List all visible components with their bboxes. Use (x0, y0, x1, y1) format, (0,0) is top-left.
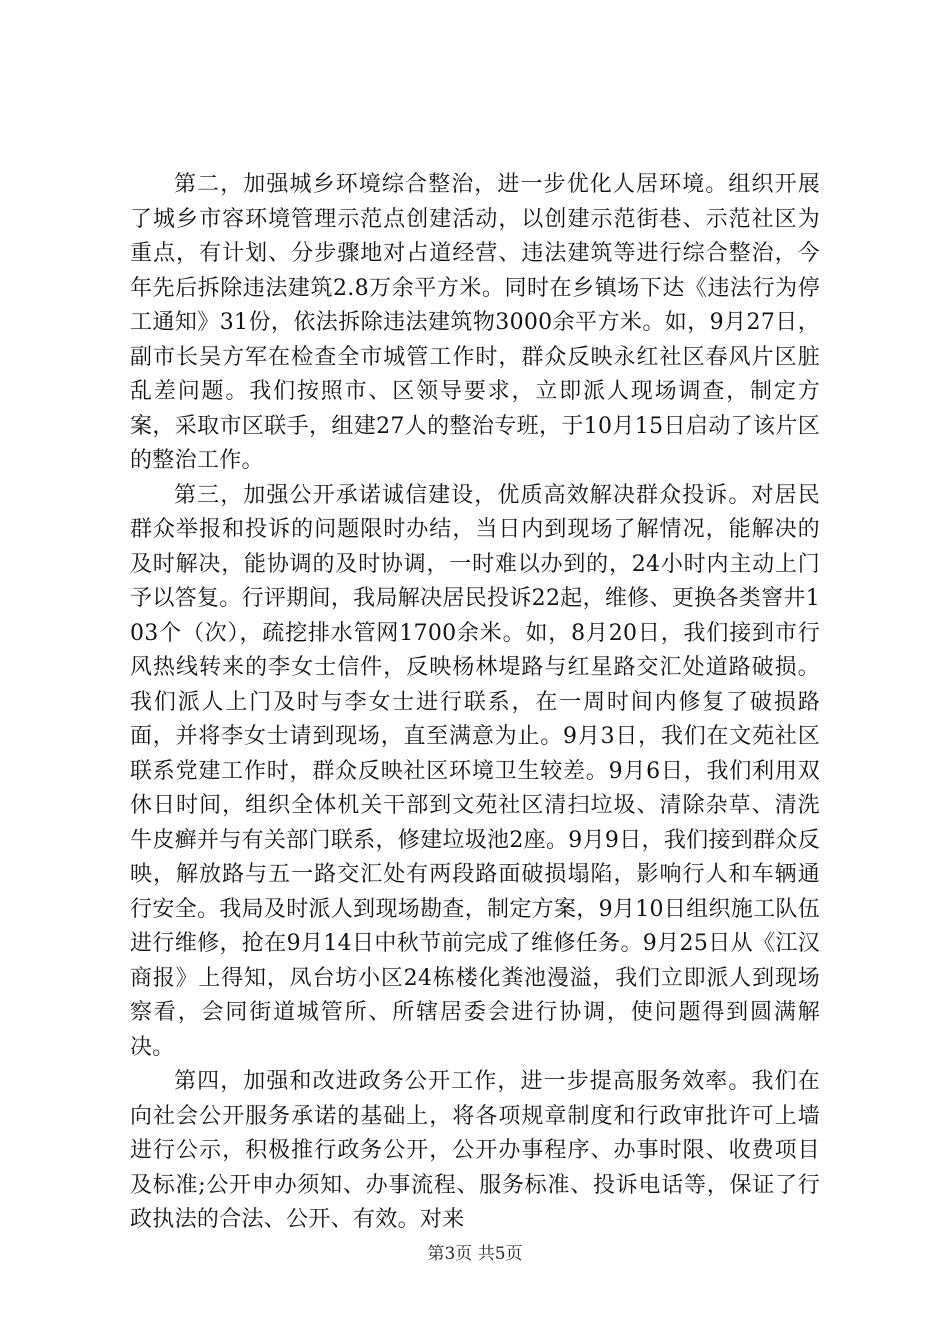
page-number-footer: 第3页 共5页 (427, 1244, 523, 1264)
paragraph-second-point: 第二，加强城乡环境综合整治，进一步优化人居环境。组织开展了城乡市容环境管理示范点创建活动，以创建示范街巷、示范社区为重点，有计划、分步骤地对占道经营、违法建筑等进行综合整治，今年先后拆除违法建筑2.8万余平方米。同时在乡镇场下达《违法行为停工通知》31份，依法拆除违法建筑物3000余平方米。如，9月27日，副市长吴方军在检查全市城管工作时，群众反映永红社区春风片区脏乱差问题。我们按照市、区领导要求，立即派人现场调查，制定方案，采取市区联手，组建27人的整治专班，于10月15日启动了该片区的整治工作。 (130, 172, 820, 473)
paragraph-third-point: 第三，加强公开承诺诚信建设，优质高效解决群众投诉。对居民群众举报和投诉的问题限时办结，当日内到现场了解情况，能解决的及时解决，能协调的及时协调，一时难以办到的，24小时内主动上门予以答复。行评期间，我局解决居民投诉22起，维修、更换各类窨井103个（次），疏挖排水管网1700余米。如，8月20日，我们接到市行风热线转来的李女士信件，反映杨林堤路与红星路交汇处道路破损。我们派人上门及时与李女士进行联系，在一周时间内修复了破损路面，并将李女士请到现场，直至满意为止。9月3日，我们在文苑社区联系党建工作时，群众反映社区环境卫生较差。9月6日，我们利用双休日时间，组织全体机关干部到文苑社区清扫垃圾、清除杂草、清洗牛皮癣并与有关部门联系，修建垃圾池2座。9月9日，我们接到群众反映，解放路与五一路交汇处有两段路面破损塌陷，影响行人和车辆通行安全。我局及时派人到现场勘查，制定方案，9月10日组织施工队伍进行维修，抢在9月14日中秋节前完成了维修任务。9月25日从《江汉商报》上得知，凤台坊小区24栋楼化粪池漫溢，我们立即派人到现场察看，会同街道城管所、所辖居委会进行协调，使问题得到圆满解决。 (130, 482, 820, 1060)
body-text (130, 168, 820, 1238)
paragraph-fourth-point: 第四，加强和改进政务公开工作，进一步提高服务效率。我们在向社会公开服务承诺的基础上，将各项规章制度和行政审批许可上墙进行公示，积极推行政务公开，公开办事程序、办事时限、收费项目及标准;公开申办须知、办事流程、服务标准、投诉电话等，保证了行政执法的合法、公开、有效。对来 (130, 1069, 820, 1232)
